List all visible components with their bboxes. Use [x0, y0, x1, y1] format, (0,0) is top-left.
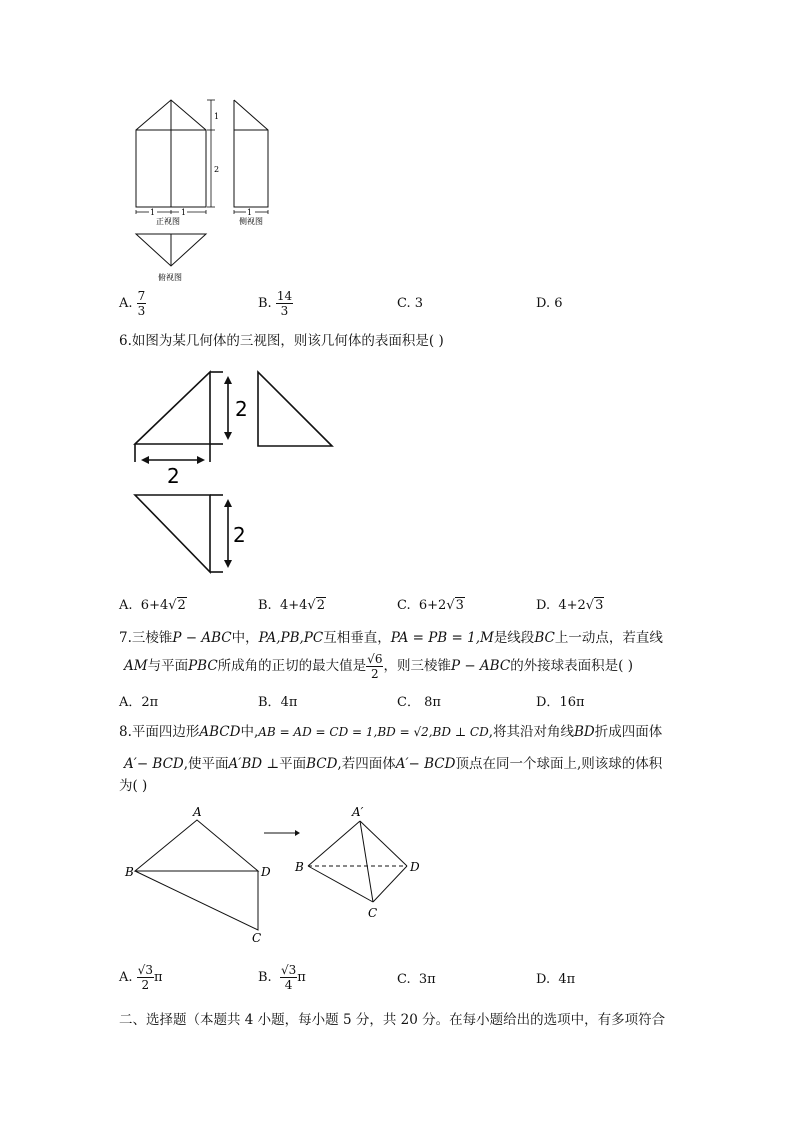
- q5-option-c[interactable]: C. 3: [397, 296, 424, 311]
- fold-arrow: [264, 830, 300, 836]
- q6-option-b[interactable]: B. 4+4√2: [258, 598, 325, 613]
- q5-three-view-figure: [125, 90, 285, 290]
- dim-label-1: 1: [214, 112, 220, 121]
- tetrahedron-a-bcd: [308, 821, 407, 902]
- top-view-label: 俯视图: [158, 273, 182, 282]
- section-2-heading: 二、选择题（本题共 4 小题，每小题 5 分，共 20 分。在每小题给出的选项中，有多项符合: [119, 1012, 666, 1028]
- q8-option-b[interactable]: B. $\frac{√3}{4}$ π: [258, 963, 306, 992]
- label-b2: B: [295, 860, 304, 874]
- side-view: [234, 100, 268, 207]
- q6-option-a[interactable]: A. 6+4√2: [119, 598, 186, 613]
- q7-option-b[interactable]: B．4π: [258, 695, 298, 710]
- label-b: B: [125, 865, 134, 879]
- dim-label-2: 2: [214, 165, 220, 174]
- q6-option-d[interactable]: D. 4+2√3: [536, 598, 604, 613]
- q8-line-1: 8.平面四边形ABCD中,AB = AD = CD = 1,BD = √2,BD ⊥ CD,将其沿对角线BD折成四面体: [119, 724, 663, 740]
- label-a-prime: A′: [352, 805, 364, 819]
- q8-option-c[interactable]: C. 3π: [397, 972, 436, 987]
- quadrilateral-abcd: [135, 820, 258, 930]
- label-c2: C: [368, 906, 378, 920]
- q7-option-c[interactable]: C． 8π: [397, 695, 441, 710]
- front-view: [136, 100, 206, 207]
- q7-line-1: 7.三棱锥P − ABC中，PA,PB,PC互相垂直，PA = PB = 1,M是线段BC上一动点，若直线: [119, 630, 663, 646]
- q8-line-2: A′− BCD,使平面A′BD ⊥平面BCD,若四面体A′− BCD顶点在同一个球面上,则该球的体积: [124, 756, 663, 772]
- q6-dim-top: 2: [233, 523, 246, 547]
- q6-dim-horizontal: 2: [167, 464, 180, 488]
- front-view-label: 正视图: [156, 217, 180, 226]
- q5-option-a[interactable]: A. $\frac{7}{3}$: [119, 289, 146, 318]
- q6-option-c[interactable]: C. 6+2√3: [397, 598, 464, 613]
- top-view: [136, 234, 206, 266]
- dim-label-1c: 1: [247, 208, 253, 217]
- label-d2: D: [410, 860, 420, 874]
- label-a: A: [193, 805, 202, 819]
- q8-option-d[interactable]: D. 4π: [536, 972, 576, 987]
- q5-option-d[interactable]: D. 6: [536, 296, 563, 311]
- q8-folding-figure: [118, 800, 438, 950]
- label-d: D: [261, 865, 271, 879]
- side-view-label: 侧视图: [239, 217, 263, 226]
- q7-option-a[interactable]: A．2π: [119, 695, 159, 710]
- label-c: C: [252, 931, 262, 945]
- side-view-triangle: [258, 372, 332, 446]
- q8-option-a[interactable]: A. $\frac{√3}{2}$ π: [119, 963, 163, 992]
- q7-line-2: AM与平面PBC所成角的正切的最大值是 $\frac{√6}{2}$ ，则三棱锥P − ABC的外接球表面积是( ): [124, 652, 634, 681]
- q7-option-d[interactable]: D．16π: [536, 695, 585, 710]
- dim-label-1b: 1: [181, 208, 187, 217]
- q6-dim-vertical: 2: [235, 397, 248, 421]
- q6-three-view-figure: [125, 362, 345, 582]
- q5-option-b[interactable]: B. $\frac{14}{3}$: [258, 289, 293, 318]
- dim-label-1a: 1: [150, 208, 156, 217]
- top-view-triangle: [135, 495, 210, 572]
- front-view-triangle: [135, 372, 210, 444]
- q8-line-3: 为( ): [119, 778, 148, 794]
- q6-stem: 6.如图为某几何体的三视图，则该几何体的表面积是( ): [119, 333, 444, 349]
